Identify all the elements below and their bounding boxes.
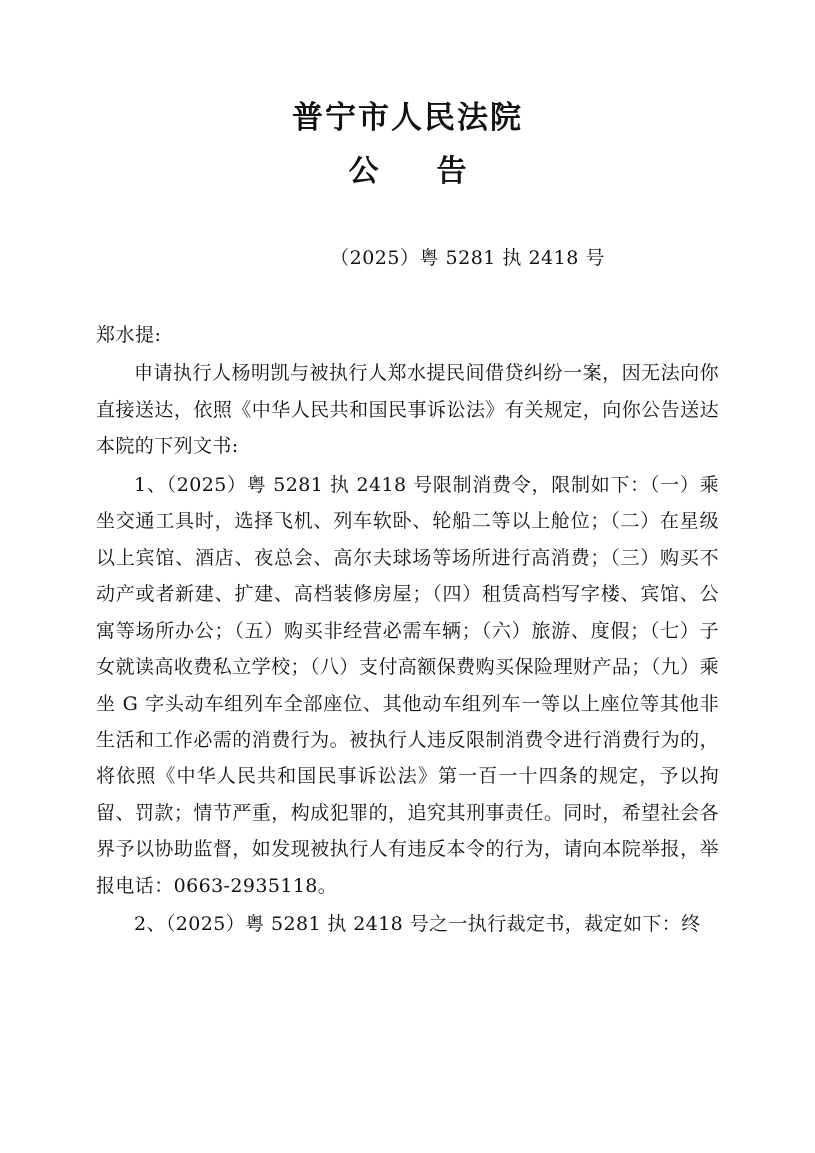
document-subtitle: 公 告 [348, 154, 481, 190]
recipient-name: 郑水提: [96, 324, 162, 347]
document-page [0, 98, 815, 1153]
case-number: （2025）粤 5281 执 2418 号 [330, 247, 605, 270]
page-title: 普宁市人民法院 [292, 100, 523, 136]
body-paragraph: 2、（2025）粤 5281 执 2418 号之一执行裁定书，裁定如下：终 [134, 913, 701, 936]
body-paragraph: 申请执行人杨明凯与被执行人郑水提民间借贷纠纷一案，因无法向你直接送达，依照《中华人民共和国民事诉讼法》有关规定，向你公告送达本院的下列文书: [96, 362, 719, 458]
body-paragraph: 1、（2025）粤 5281 执 2418 号限制消费令，限制如下：（一）乘坐交通工具时，选择飞机、列车软卧、轮船二等以上舱位；（二）在星级以上宾馆、酒店、夜总会、高尔夫球场等场所进行高消费；（三）购买不动产或者新建、扩建、高档装修房屋；（四）租赁高档写字楼、宾馆、公寓等场所办公；（五）购买非经营必需车辆；（六）旅游、度假；（七）子女就读高收费私立学校；（八）支付高额保费购买保险理财产品；（九）乘坐 G 字头动车组列车全部座位、其他动车组列车一等以上座位等其他非生活和工作必需的消费行为。被执行人违反限制消费令进行消费行为的，将依照《中华人民共和国民事诉讼法》第一百一十四条的规定，予以拘留、罚款；情节严重，构成犯罪的，追究其刑事责任。同时，希望社会各界予以协助监督，如发现被执行人有违反本令的行为，请向本院举报，举报电话：0663-2935118。 [96, 473, 719, 897]
